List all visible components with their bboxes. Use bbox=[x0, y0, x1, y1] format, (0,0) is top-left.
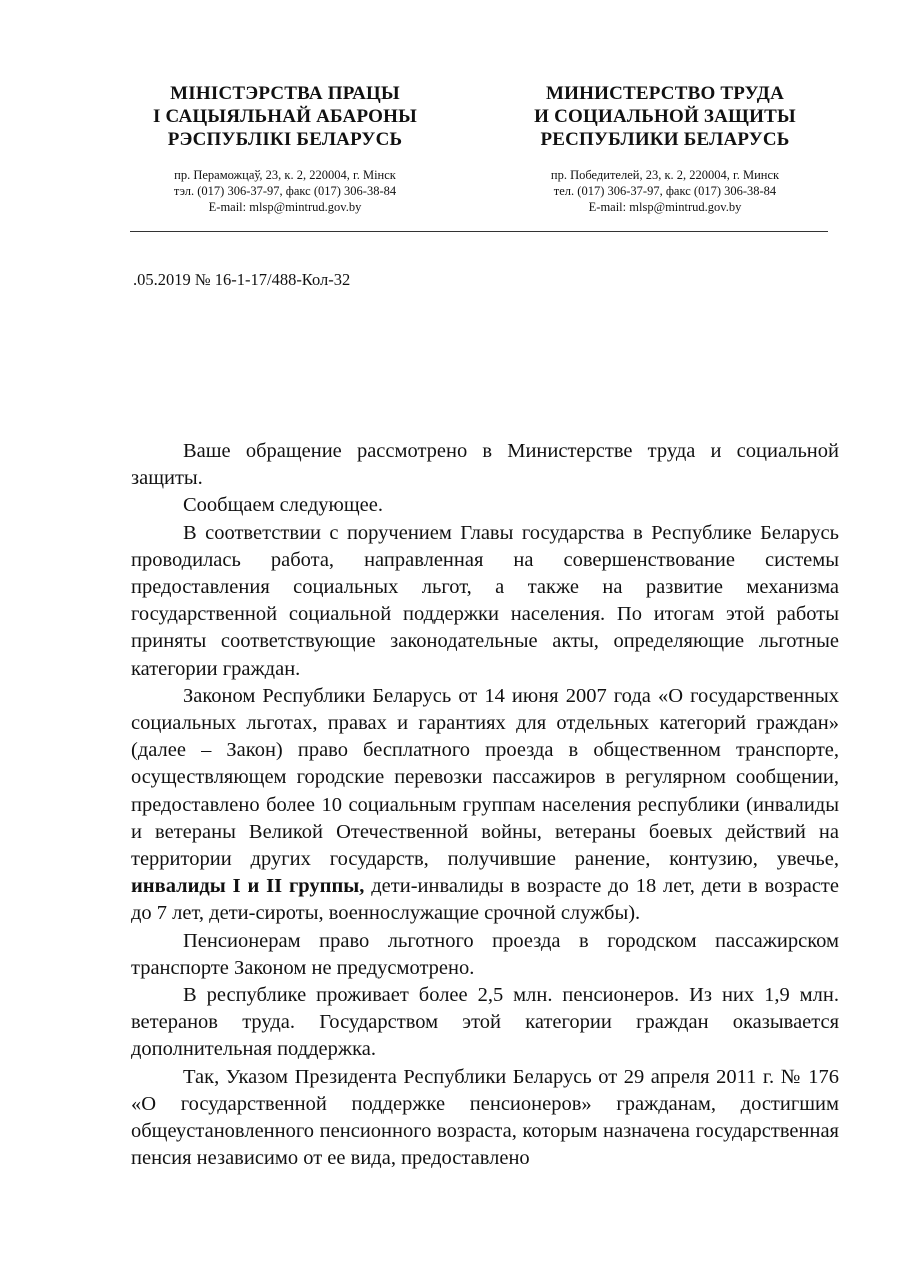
bold-emphasis: инвалиды I и II группы, bbox=[131, 875, 365, 898]
ministry-name-line: МІНІСТЭРСТВА ПРАЦЫ bbox=[170, 83, 400, 104]
ministry-name-line: РЭСПУБЛІКІ БЕЛАРУСЬ bbox=[167, 129, 403, 150]
phone-fax: тэл. (017) 306-37-97, факс (017) 306-38-84 bbox=[173, 184, 397, 198]
paragraph bbox=[131, 683, 839, 928]
phone-fax: тел. (017) 306-37-97, факс (017) 306-38-84 bbox=[553, 184, 777, 198]
paragraph-text: дети-инвалиды в возрасте до 18 лет, дети в возрасте до 7 лет, дети-сироты, военнослужащие срочной службы). bbox=[131, 875, 839, 925]
paragraph: Пенсионерам право льготного проезда в городском пассажирском транспорте Законом не предусмотрено. bbox=[131, 929, 839, 979]
letterhead-divider bbox=[130, 231, 828, 232]
ministry-name-line: РЕСПУБЛИКИ БЕЛАРУСЬ bbox=[540, 129, 790, 150]
address: пр. Победителей, 23, к. 2, 220004, г. Минск bbox=[550, 168, 780, 182]
address: пр. Пераможцаў, 23, к. 2, 220004, г. Мінск bbox=[174, 168, 396, 182]
paragraph-text: Законом Республики Беларусь от 14 июня 2007 года «О государственных социальных льготах, правах и гарантиях для отдельных категорий граждан» (далее – Закон) право бесплатного проезда в общественном транспорте, осуществляющем городские перевозки пассажиров в регулярном сообщении, предоставлено более 10 социальным группам населения республики (инвалиды и ветераны Великой Отечественной войны, ветераны боевых действий на территории других государств, получившие ранение, контузию, увечье, bbox=[131, 684, 839, 871]
letterhead-belarusian bbox=[130, 82, 440, 215]
paragraph: В республике проживает более 2,5 млн. пенсионеров. Из них 1,9 млн. ветеранов труда. Государством этой категории граждан оказывается дополнительная поддержка. bbox=[131, 984, 839, 1061]
paragraph: Сообщаем следующее. bbox=[183, 494, 383, 517]
ministry-name-line: МИНИСТЕРСТВО ТРУДА bbox=[546, 83, 784, 104]
ministry-name-line: І САЦЫЯЛЬНАЙ АБАРОНЫ bbox=[152, 106, 417, 127]
ministry-name-ru bbox=[502, 82, 828, 151]
ministry-name-line: И СОЦИАЛЬНОЙ ЗАЩИТЫ bbox=[534, 106, 796, 127]
paragraph: Так, Указом Президента Республики Беларусь от 29 апреля 2011 г. № 176 «О государственной поддержке пенсионеров» гражданам, достигшим общеустановленного пенсионного возраста, которым назначена государственная пенсия независимо от ее вида, предоставлено bbox=[131, 1065, 839, 1170]
email: E-mail: mlsp@mintrud.gov.by bbox=[208, 200, 362, 214]
paragraph: В соответствии с поручением Главы государства в Республике Беларусь проводилась работа, направленная на совершенствование системы предоставления социальных льгот, а также на развитие механизма государственной социальной поддержки населения. По итогам этой работы приняты соответствующие законодательные акты, определяющие льготные категории граждан. bbox=[131, 521, 839, 680]
letter-body bbox=[131, 438, 839, 1172]
email: E-mail: mlsp@mintrud.gov.by bbox=[588, 200, 742, 214]
contacts-ru bbox=[502, 167, 828, 215]
letterhead-russian bbox=[502, 82, 828, 215]
ministry-name-be bbox=[130, 82, 440, 151]
contacts-be bbox=[130, 167, 440, 215]
reference-number: .05.2019 № 16-1-17/488-Кол-32 bbox=[133, 270, 351, 289]
paragraph: Ваше обращение рассмотрено в Министерстве труда и социальной защиты. bbox=[131, 440, 839, 490]
